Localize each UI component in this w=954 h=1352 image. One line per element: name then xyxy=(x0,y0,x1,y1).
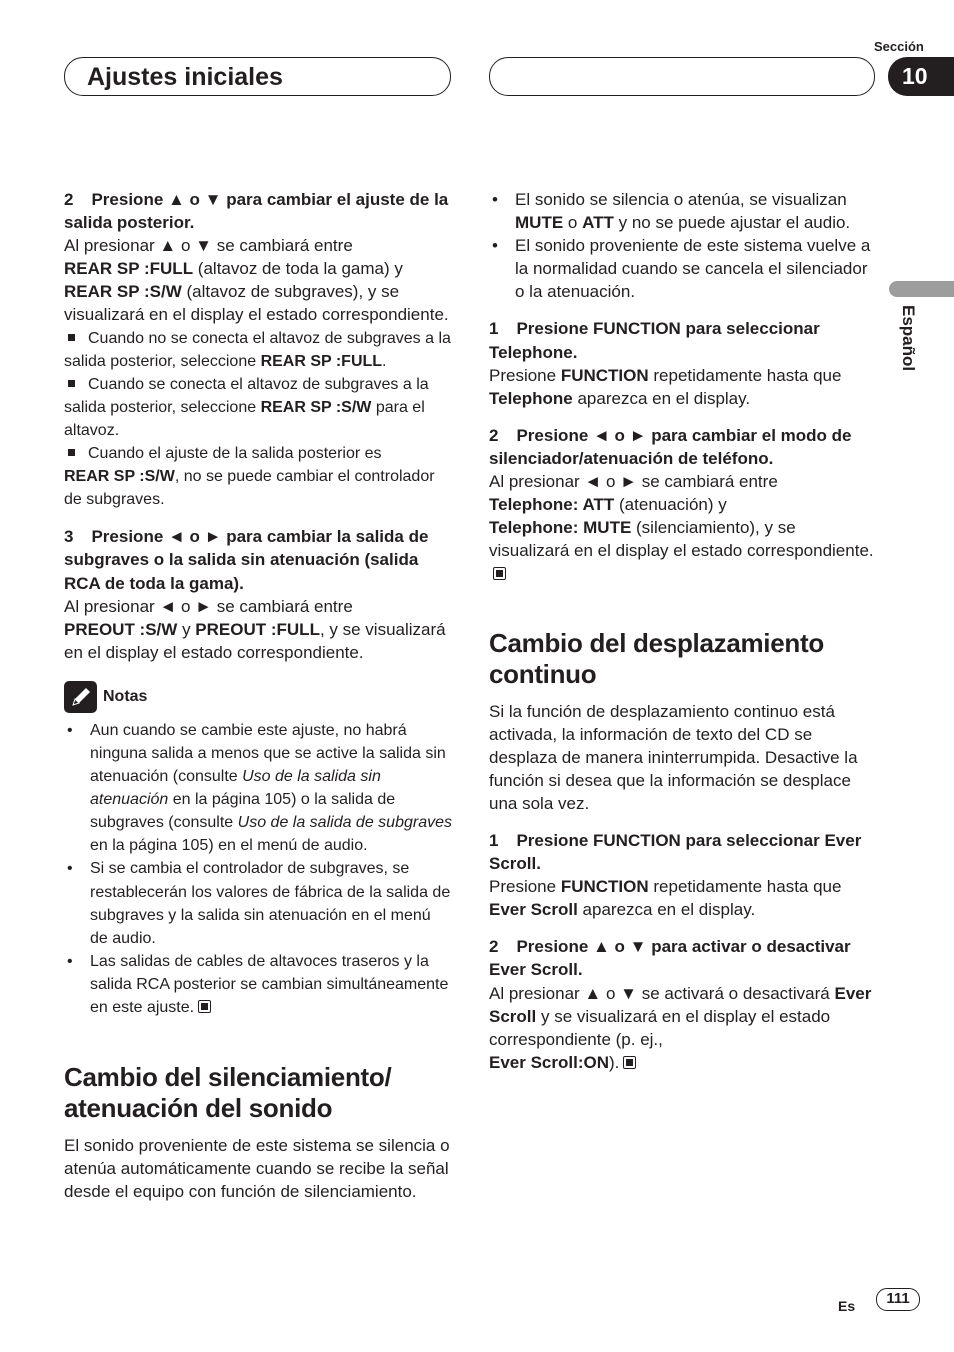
notes-list xyxy=(64,719,452,1019)
paragraph: Si la función de desplazamiento continuo está activada, la información de texto del CD se desplaza de manera ininterrumpida. Desactive la función si desea que la información se desplace una sola vez. xyxy=(489,701,858,813)
step-body: Al presionar ◄ o ► se cambiará entre PREOUT :S/W y PREOUT :FULL, y se visualizará en el display el estado correspondiente. xyxy=(64,596,446,662)
page-number: 111 xyxy=(876,1288,920,1311)
step-heading: 1 Presione FUNCTION para seleccionar Telephone. xyxy=(489,319,820,362)
bullet-list xyxy=(489,188,875,303)
step-heading: 1 Presione FUNCTION para seleccionar Ever Scroll. xyxy=(489,830,862,874)
note-item: Cuando el ajuste de la salida posterior es REAR SP :S/W, no se puede cambiar el controlador de subgraves. xyxy=(64,445,435,509)
paragraph: El sonido proveniente de este sistema se silencia o atenúa automáticamente cuando se recibe la señal desde el equipo con función de silenciamiento. xyxy=(64,1136,450,1202)
list-item: • El sonido se silencia o atenúa, se visualizan MUTE o ATT y no se puede ajustar el audio. xyxy=(492,190,851,233)
step-body: Al presionar ▲ o ▼ se cambiará entre REAR SP :FULL (altavoz de toda la gama) y REAR SP :S/W (altavoz de subgraves), y se visualizará en el display el estado correspondiente. xyxy=(64,236,449,325)
step-heading: 2 Presione ▲ o ▼ para activar o desactivar Ever Scroll. xyxy=(489,937,851,980)
list-item: • Si se cambia el controlador de subgraves, se restablecerán los valores de fábrica de la salida de subgraves y la salida sin atenuación en el menú de audio. xyxy=(67,860,451,947)
square-bullet-icon xyxy=(68,334,75,341)
left-column xyxy=(64,188,452,1203)
step-heading: 3 Presione ◄ o ► para cambiar la salida de subgraves o la salida sin atenuación (salida RCA de toda la gama). xyxy=(64,527,429,593)
notes-label: Notas xyxy=(103,688,148,706)
notes-header xyxy=(64,681,452,713)
section-label: Sección xyxy=(874,39,924,54)
right-column xyxy=(489,188,875,1074)
header-title-pill xyxy=(64,57,451,96)
footer-language: Es xyxy=(838,1298,856,1314)
end-mark-icon xyxy=(493,567,506,580)
end-mark-icon xyxy=(198,1000,211,1013)
language-tab xyxy=(889,281,954,297)
step-body: Presione FUNCTION repetidamente hasta que Ever Scroll aparezca en el display. xyxy=(489,877,842,920)
step-body: Al presionar ◄ o ► se cambiará entre Telephone: ATT (atenuación) y Telephone: MUTE (silenciamiento), y se visualizará en el display el estado correspondiente. xyxy=(489,470,875,585)
step-heading: 2 Presione ◄ o ► para cambiar el modo de silenciador/atenuación de teléfono. xyxy=(489,425,852,468)
section-heading: Cambio del silenciamiento/ atenuación del sonido xyxy=(64,1062,392,1124)
square-bullet-icon xyxy=(68,449,75,456)
section-heading: Cambio del desplazamiento continuo xyxy=(489,627,824,689)
list-item: • Aun cuando se cambie este ajuste, no habrá ninguna salida a menos que se active la salida sin atenuación (consulte Uso de la salida sin atenuación en la página 105) o la salida de subgraves (consulte Uso de la salida de subgraves en la página 105) en el menú de audio. xyxy=(67,721,452,855)
note-item: Cuando se conecta el altavoz de subgraves a la salida posterior, seleccione REAR SP :S/W para el altavoz. xyxy=(64,375,429,439)
pencil-icon xyxy=(64,681,97,713)
step-body: Al presionar ▲ o ▼ se activará o desactivará Ever Scroll y se visualizará en el display el estado correspondiente (p. ej., Ever Scroll:ON). xyxy=(489,983,872,1072)
square-bullet-icon xyxy=(68,380,75,387)
end-mark-icon xyxy=(623,1056,636,1069)
step-body: Presione FUNCTION repetidamente hasta que Telephone aparezca en el display. xyxy=(489,365,842,408)
language-label: Español xyxy=(899,305,918,372)
header-right-pill xyxy=(489,57,875,96)
note-item: Cuando no se conecta el altavoz de subgraves a la salida posterior, seleccione REAR SP :FULL. xyxy=(64,329,451,370)
list-item: • El sonido proveniente de este sistema vuelve a la normalidad cuando se cancela el silenciador o la atenuación. xyxy=(492,236,871,302)
page-section-title: Ajustes iniciales xyxy=(87,63,283,91)
section-number: 10 xyxy=(888,57,954,96)
step-heading: 2 Presione ▲ o ▼ para cambiar el ajuste de la salida posterior. xyxy=(64,190,449,233)
list-item: • Las salidas de cables de altavoces traseros y la salida RCA posterior se cambian simultáneamente en este ajuste. xyxy=(67,952,449,1016)
